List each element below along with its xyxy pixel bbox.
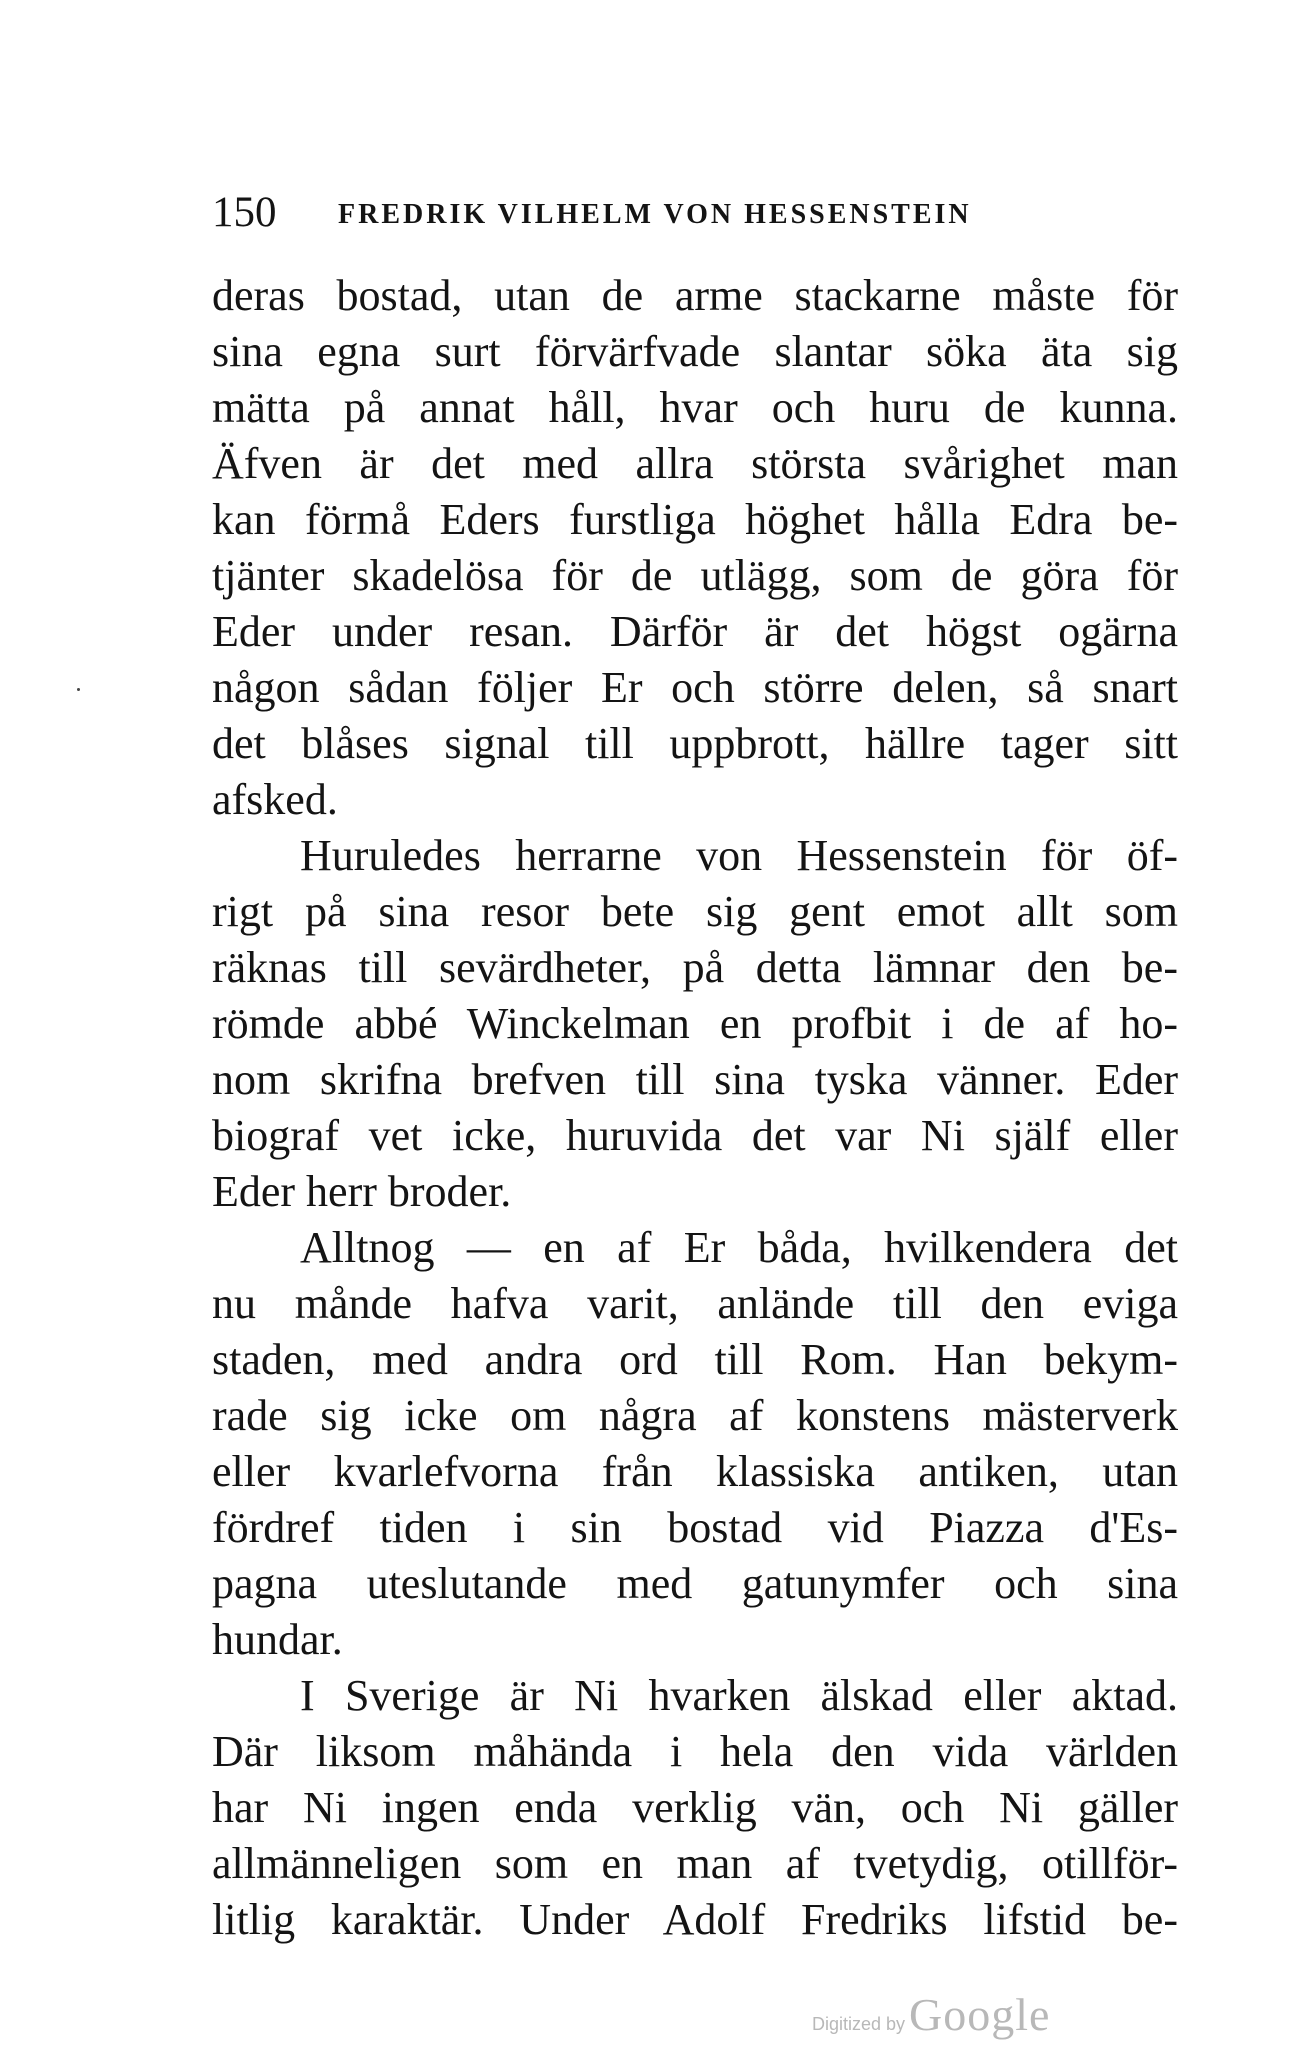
text-line: staden, med andra ord till Rom. Han bekym- bbox=[212, 1335, 1178, 1384]
google-logo: Google bbox=[909, 1989, 1051, 2040]
text-line: mätta på annat håll, hvar och huru de kunna. bbox=[212, 383, 1178, 432]
text-line: tjänter skadelösa för de utlägg, som de göra för bbox=[212, 551, 1178, 600]
text-line: Alltnog — en af Er båda, hvilkendera det bbox=[300, 1223, 1178, 1272]
text-line: Äfven är det med allra största svårighet man bbox=[212, 439, 1178, 488]
text-line: räknas till sevärdheter, på detta lämnar den be- bbox=[212, 943, 1178, 992]
text-line: sina egna surt förvärfvade slantar söka äta sig bbox=[212, 327, 1178, 376]
text-line: rigt på sina resor bete sig gent emot allt som bbox=[212, 887, 1178, 936]
text-line: Där liksom måhända i hela den vida världen bbox=[212, 1727, 1178, 1776]
text-line: allmänneligen som en man af tvetydig, otillför- bbox=[212, 1839, 1178, 1888]
running-head: FREDRIK VILHELM VON HESSENSTEIN bbox=[338, 199, 972, 230]
body-text bbox=[212, 268, 1178, 1948]
text-line: Eder herr broder. bbox=[212, 1167, 512, 1216]
text-line: biograf vet icke, huruvida det var Ni själf eller bbox=[212, 1111, 1178, 1160]
text-line: eller kvarlefvorna från klassiska antiken, utan bbox=[212, 1447, 1178, 1496]
text-line: rade sig icke om några af konstens mästerverk bbox=[212, 1391, 1178, 1440]
text-line: någon sådan följer Er och större delen, så snart bbox=[212, 663, 1178, 712]
text-line: det blåses signal till uppbrott, hällre tager sitt bbox=[212, 719, 1178, 768]
text-line: Huruledes herrarne von Hessenstein för öf- bbox=[300, 831, 1178, 880]
google-watermark bbox=[812, 1988, 1050, 2041]
text-line: römde abbé Winckelman en profbit i de af ho- bbox=[212, 999, 1178, 1048]
text-line: nu månde hafva varit, anlände till den eviga bbox=[212, 1279, 1178, 1328]
text-line: har Ni ingen enda verklig vän, och Ni gäller bbox=[212, 1783, 1178, 1832]
text-line: Eder under resan. Därför är det högst ogärna bbox=[212, 607, 1178, 656]
text-line: hundar. bbox=[212, 1615, 343, 1664]
text-line: deras bostad, utan de arme stackarne måste för bbox=[212, 271, 1178, 320]
watermark-prefix: Digitized by bbox=[812, 2014, 906, 2034]
text-line: nom skrifna brefven till sina tyska vänner. Eder bbox=[212, 1055, 1178, 1104]
text-line: afsked. bbox=[212, 775, 338, 824]
text-line: pagna uteslutande med gatunymfer och sina bbox=[212, 1559, 1178, 1608]
page-number: 150 bbox=[212, 189, 277, 236]
scan-speck bbox=[77, 688, 80, 691]
text-line: I Sverige är Ni hvarken älskad eller aktad. bbox=[300, 1671, 1178, 1720]
text-line: litlig karaktär. Under Adolf Fredriks lifstid be- bbox=[212, 1895, 1178, 1944]
text-line: kan förmå Eders furstliga höghet hålla Edra be- bbox=[212, 495, 1178, 544]
text-line: fördref tiden i sin bostad vid Piazza d'Es- bbox=[212, 1503, 1178, 1552]
page-header bbox=[212, 188, 1212, 238]
